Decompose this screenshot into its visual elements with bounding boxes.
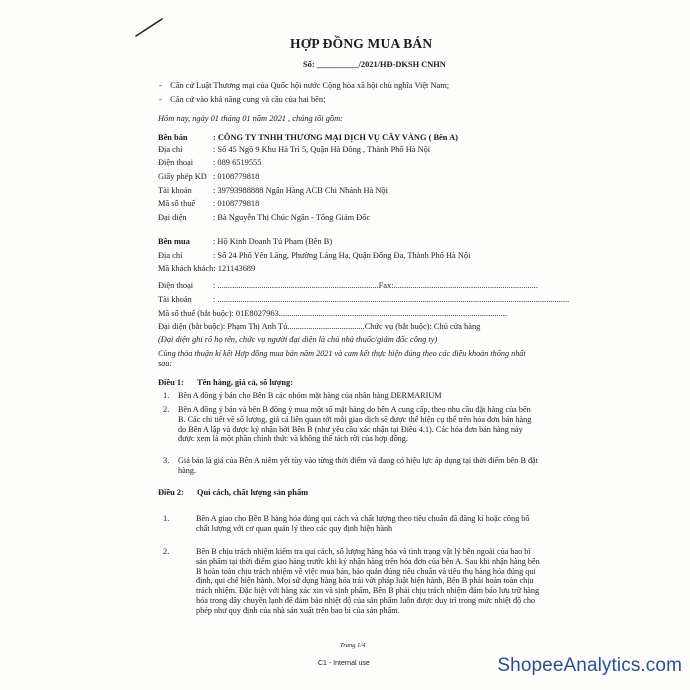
intro-line: Hôm nay, ngày 01 tháng 01 năm 2021 , chúng tôi gồm: [158,114,343,123]
buyer-phone-value: : .............................................................................Fax:..................................................................... [213,281,538,290]
buyer-name: : Hộ Kinh Doanh Tú Phạm (Bên B) [213,237,333,246]
article-1-item-3-num: 3. [163,456,170,465]
article-1-heading: Điều 1: [158,378,184,387]
article-2-heading: Điều 2: [158,488,184,497]
seller-rep-value: : Bà Nguyễn Thị Chúc Ngân - Tổng Giám Đốc [213,213,371,222]
buyer-phone-label: Điện thoại [158,281,194,290]
contract-number: Số: __________/2021/HĐ-DKSH CNHN [303,60,446,69]
document-title: HỢP ĐỒNG MUA BÁN [290,36,433,51]
seller-license-label: Giấy phép KD [158,172,207,181]
article-1-item-3-text: Giá bán là giá của Bên A niêm yết tùy vào từng thời điểm và đang có hiệu lực áp dụng tại thời điểm bên B đặt hàng. [178,456,538,475]
agreement-line: Cùng thỏa thuận kí kết Hợp đồng mua bán năm 2021 và cam kết thực hiện đúng theo các điều khoản thống nhất sau: [158,349,526,368]
buyer-rep-note: (Đại diện ghi rõ họ tên, chức vụ người đại diện là chủ nhà thuốc/giám đốc công ty) [158,335,438,344]
seller-address-value: : Số 45 Ngõ 9 Khu Hà Trì 5, Quận Hà Đông , Thành Phố Hà Nội [213,145,431,154]
article-2-item-1-text: Bên A giao cho Bên B hàng hóa đúng qui cách và chất lượng theo tiêu chuẩn đã đăng kí hoặc công bố chất lượng với cơ quan quản lý theo các quy định hiện hành [196,514,530,533]
seller-account-label: Tài khoản [158,186,192,195]
seller-address-label: Địa chỉ [158,145,183,154]
seller-tax-value: : 0108779818 [213,199,260,208]
buyer-customer-code: Mã khách khách: 121143689 [158,264,256,273]
buyer-account-value: : ........................................................................................................................................................................ [213,295,570,304]
basis-2: - Căn cứ vào khả năng cung và cầu của hai bên; [159,95,326,104]
article-1-item-1-text: Bên A đồng ý bán cho Bên B các nhóm mặt hàng của nhãn hàng DERMARIUM [178,391,442,400]
article-2-item-2-num: 2. [163,547,170,556]
page-number: Trang 1/4 [340,642,366,649]
seller-tax-label: Mã số thuế [158,199,196,208]
article-1-item-2-num: 2. [163,405,170,414]
seller-name: : CÔNG TY TNHH THƯƠNG MẠI DỊCH VỤ CÂY VÀNG ( Bên A) [213,133,458,142]
classification-label: C1 - Internal use [318,660,370,667]
seller-phone-label: Điện thoại [158,158,194,167]
article-1-item-1-num: 1. [163,391,170,400]
buyer-tax-line: Mã số thuế (bắt buộc): 01E8027963............................................................................................................. [158,309,507,318]
buyer-account-label: Tài khoản [158,295,192,304]
article-2-item-2-text: Bên B chịu trách nhiệm kiểm tra qui cách, số lượng hàng hóa và tình trạng vật lý bên ngoài của bao bì sản phẩm tại thời điểm giao hàng trước khi ký nhận hàng trên hóa đơn của bên A. Sau khi nhận hàng bên B hoàn toàn chịu trách nhiệm về việc mua bán, bảo quản đúng tiêu chuẩn và tiêu thụ hàng hóa đúng qui định, qui chế hiện hành. Mọi sử dụng hàng hóa trái với pháp luật hiện hành, Bên B phải hoàn toàn chịu trách nhiệm. Đặc biệt với hàng xác xin và sinh phẩm, Bên B phải chịu trách nhiệm đảm bảo lưu trữ hàng hóa trong dây chuyền lạnh để đảm bảo nhiệt độ của sản phẩm luôn được duy trì trong mức nhiệt độ cho phép như quy định của nhà sản xuất trên bao bì của sản phẩm. [196,547,540,615]
article-2-title: Qui cách, chất lượng sản phẩm [197,488,309,497]
seller-account-value: : 39793988888 Ngân Hàng ACB Chi Nhánh Hà Nội [213,186,388,195]
article-1-item-2-text: Bên A đồng ý bán và bên B đồng ý mua một số mặt hàng do bên A cung cấp, theo nhu cầu đặt hàng của bên B. Các chi tiết về số lượng, giá cả liên quan tới mỗi giao dịch sẽ được thể hiện cụ thể trên hóa đơn bán hàng do Bên A lập và được ký nhận bởi Bên B (như yêu cầu xác nhận tại Điều 4.1). Các hóa đơn bán hàng này được xem là một phần chính thức và không thể tách rời của hợp đồng. [178,405,532,444]
basis-1: - Căn cứ Luật Thương mại của Quốc hội nước Cộng hòa xã hội chủ nghĩa Việt Nam; [159,81,450,90]
seller-rep-label: Đại diện [158,213,187,222]
seller-label: Bên bán [158,133,188,142]
pen-mark [134,16,164,38]
buyer-address-label: Địa chỉ [158,251,183,260]
buyer-address-value: : Số 24 Phố Yên Lãng, Phường Láng Hạ, Quận Đống Đa, Thành Phố Hà Nội [213,251,471,260]
seller-phone-value: : 089 6519555 [213,158,262,167]
article-1-title: Tên hàng, giá cả, số lượng: [197,378,293,387]
buyer-label: Bên mua [158,237,190,246]
buyer-rep-line: Đại diện (bắt buộc): Phạm Thị Anh Tú.....................................Chức vụ (bắt buộc): Chủ cửa hàng [158,322,481,331]
article-2-item-1-num: 1. [163,514,170,523]
seller-license-value: : 0108779818 [213,172,260,181]
watermark-text: ShopeeAnalytics.com [497,655,682,676]
